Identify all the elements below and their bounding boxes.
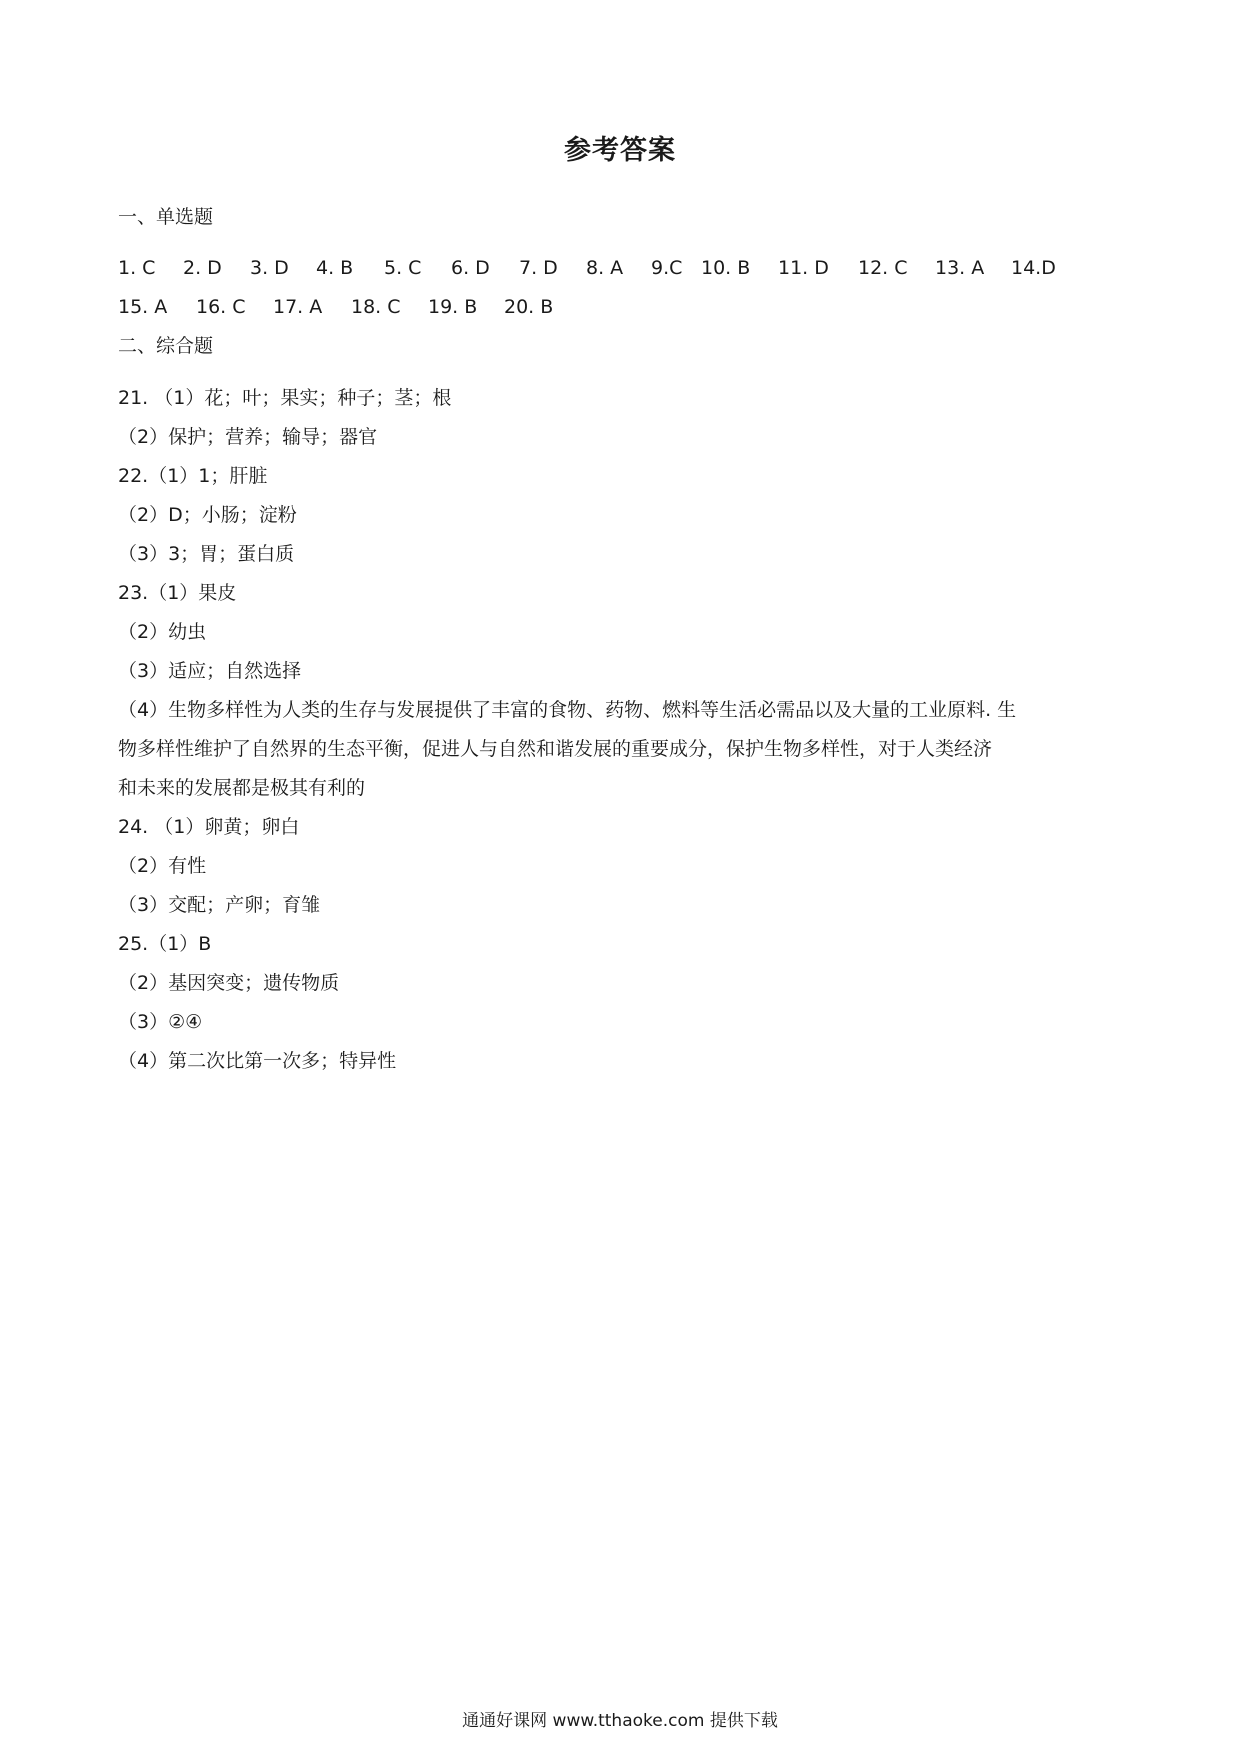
mc-answer: 17. A: [273, 296, 323, 318]
mc-answer: 16. C: [196, 296, 246, 318]
mc-answer: 13. A: [935, 257, 985, 279]
answer-line: （2）基因突变；遗传物质: [118, 972, 340, 994]
answer-line: 22.（1）1；肝脏: [118, 465, 268, 487]
mc-answer: 5. C: [384, 257, 422, 279]
footer-credit: 通通好课网 www.tthaoke.com 提供下载: [462, 1711, 778, 1731]
mc-answer: 12. C: [858, 257, 908, 279]
answer-line: （3）适应；自然选择: [118, 660, 302, 682]
mc-answer: 18. C: [351, 296, 401, 318]
mc-answers-row-2: [118, 294, 1118, 320]
mc-answer: 2. D: [183, 257, 222, 279]
paragraph-line: 和未来的发展都是极其有利的: [118, 777, 366, 799]
mc-answer: 11. D: [778, 257, 829, 279]
mc-answer: 3. D: [250, 257, 289, 279]
answer-paragraph: [118, 691, 1128, 808]
mc-answer: 15. A: [118, 296, 168, 318]
mc-answer: 20. B: [504, 296, 554, 318]
answer-line: （3）②④: [118, 1011, 203, 1033]
answer-line: 24. （1）卵黄；卵白: [118, 816, 300, 838]
page-title: 参考答案: [564, 135, 676, 166]
paragraph-line: （4）生物多样性为人类的生存与发展提供了丰富的食物、药物、燃料等生活必需品以及大量的工业原料. 生: [118, 699, 1017, 721]
mc-answer: 6. D: [451, 257, 490, 279]
mc-answers-row-1: [118, 255, 1118, 281]
section-heading-comprehensive: 二、综合题: [118, 335, 214, 357]
mc-answer: 9.C: [651, 257, 683, 279]
paragraph-line: 物多样性维护了自然界的生态平衡，促进人与自然和谐发展的重要成分，保护生物多样性，对于人类经济: [118, 738, 993, 760]
section-heading-single-choice: 一、单选题: [118, 206, 214, 228]
answer-line: （2）有性: [118, 855, 207, 877]
answer-line: （3）3；胃；蛋白质: [118, 543, 295, 565]
answer-line: （2）保护；营养；输导；器官: [118, 426, 378, 448]
mc-answer: 4. B: [316, 257, 354, 279]
answer-line: 25.（1）B: [118, 933, 212, 955]
answer-line: （2）幼虫: [118, 621, 207, 643]
answer-line: 23.（1）果皮: [118, 582, 237, 604]
answer-line: （3）交配；产卵；育雏: [118, 894, 321, 916]
mc-answer: 7. D: [519, 257, 558, 279]
mc-answer: 8. A: [586, 257, 624, 279]
mc-answer: 14.D: [1011, 257, 1056, 279]
mc-answer: 19. B: [428, 296, 478, 318]
answer-line: （2）D；小肠；淀粉: [118, 504, 297, 526]
answer-line: （4）第二次比第一次多；特异性: [118, 1050, 397, 1072]
mc-answer: 1. C: [118, 257, 156, 279]
answer-line: 21. （1）花；叶；果实；种子；茎；根: [118, 387, 452, 409]
mc-answer: 10. B: [701, 257, 751, 279]
